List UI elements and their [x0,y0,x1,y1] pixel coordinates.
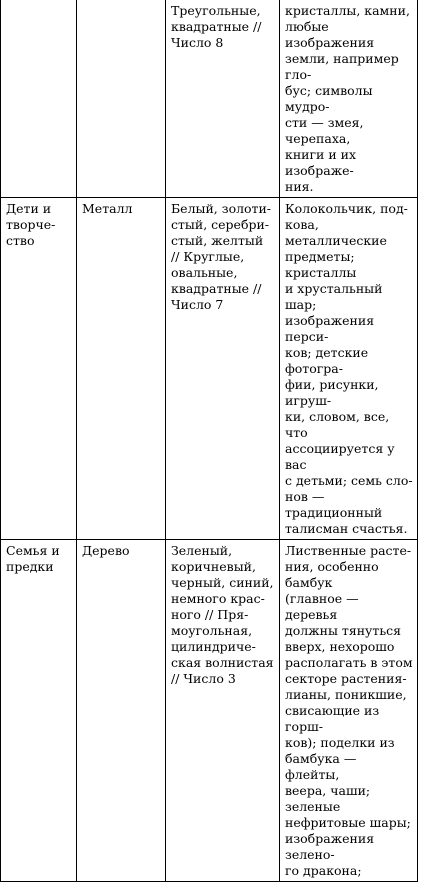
talismans-text: Лиственные расте- ния, особенно бамбук (главное — деревья должны тянуться вверх, нехорошо располагать в этом секторе растения- лианы, поникшие, свисающие из горш- ков); поделки из бамбука — флейты, веера, чаши; зеленые нефритовые шары; изображения зелено- го дракона; [285,543,413,878]
table-row [1,198,418,540]
sector-text: Семья и предки [6,543,60,574]
table-row [1,540,418,882]
talismans-cell [280,540,418,882]
color-shape-number-text: Зеленый, коричневый, черный, синий, немного крас- ного // Пря- моугольная, цилиндриче- ская волнистая // Число 3 [171,543,274,686]
element-text: Металл [82,201,133,216]
talismans-cell [280,198,418,540]
sector-cell [1,540,77,882]
element-cell [77,0,166,198]
table-row [1,0,418,198]
color-shape-number-text: Треугольные, квадратные // Число 8 [171,3,262,50]
color-shape-number-cell [166,198,280,540]
talismans-text: Колокольчик, под- кова, металлические предметы; кристаллы и хрустальный шар; изображения перси- ков; детские фотогра- фии, рисунки, игруш- ки, словом, все, что ассоциируется у вас с детьми; семь сло- нов — традиционный талисман счастья. [285,201,413,536]
talismans-cell [280,0,418,198]
color-shape-number-cell [166,540,280,882]
sector-cell [1,0,77,198]
sector-cell [1,198,77,540]
talismans-text: кристаллы, камни, любые изображения земли, например гло- бус; символы мудро- сти — змея, черепаха, книги и их изображе- ния. [285,3,410,194]
color-shape-number-text: Белый, золоти- стый, серебри- стый, желтый // Круглые, овальные, квадратные // Число 7 [171,201,272,312]
color-shape-number-cell [166,0,280,198]
sector-text: Дети и творче- ство [6,201,56,248]
element-cell [77,540,166,882]
element-cell [77,198,166,540]
element-text: Дерево [82,543,130,558]
